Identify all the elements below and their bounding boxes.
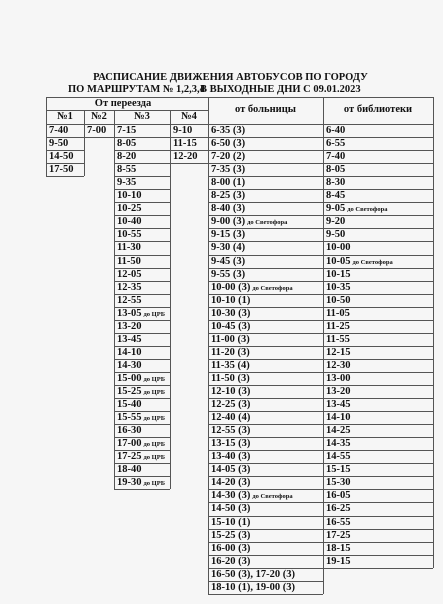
library-time-value: 13-00: [326, 372, 351, 384]
route-3-time: [114, 463, 170, 476]
hospital-time-value: 11-20 (3): [211, 346, 250, 358]
library-time-value: 19-15: [326, 555, 351, 567]
route-3-note: до ЦРБ: [143, 375, 165, 383]
route-3-time-value: 10-25: [117, 203, 142, 215]
library-time: [323, 333, 433, 346]
hospital-time-value: 9-55 (3): [211, 268, 246, 280]
route-3-note: до ЦРБ: [143, 415, 165, 423]
hospital-time-value: 14-05 (3): [211, 464, 251, 476]
grid-line-vertical: [208, 97, 209, 124]
route-4-time: [170, 150, 208, 163]
hospital-time: [208, 176, 323, 189]
route-3-time-value: 8-20: [117, 151, 137, 163]
library-time: [323, 241, 433, 254]
library-time-value: 14-25: [326, 425, 351, 437]
library-time: [323, 489, 433, 502]
grid-line-vertical: [114, 110, 115, 124]
library-time: [323, 476, 433, 489]
library-time-value: 10-05: [326, 255, 351, 267]
header-from-crossing: От переезда: [94, 98, 152, 109]
grid-line-horizontal: [114, 489, 170, 490]
route-3-time: [114, 163, 170, 176]
library-time-value: 10-00: [326, 242, 351, 254]
route-3-time-value: 7-15: [117, 125, 137, 136]
title-line-1: РАСПИСАНИЕ ДВИЖЕНИЯ АВТОБУСОВ ПО ГОРОДУ: [93, 72, 368, 83]
hospital-time: [208, 189, 323, 202]
library-time-value: 6-40: [326, 125, 346, 136]
hospital-time-value: 9-30 (4): [211, 242, 246, 254]
library-time-value: 14-35: [326, 438, 351, 450]
library-time-value: 9-05: [326, 203, 346, 215]
hospital-note: до Светофора: [247, 219, 288, 227]
hospital-time: [208, 202, 323, 215]
grid-line-vertical: [170, 124, 171, 163]
route-3-time: [114, 372, 170, 386]
hospital-time-value: 12-40 (4): [211, 412, 251, 424]
library-time: [323, 189, 433, 202]
route-2-time-value: 7-00: [87, 125, 107, 136]
library-time-value: 9-20: [326, 216, 346, 228]
route-3-time: [114, 137, 170, 150]
route-4-time-value: 11-15: [173, 138, 197, 150]
hospital-time: [208, 463, 323, 476]
route-3-time-value: 10-10: [117, 190, 142, 202]
hospital-time: [208, 398, 323, 411]
library-time: [323, 529, 433, 542]
hospital-time-value: 7-35 (3): [211, 164, 246, 176]
library-time: [323, 124, 433, 137]
hospital-time-value: 10-45 (3): [211, 320, 251, 332]
library-time-value: 6-55: [326, 138, 346, 150]
route-3-time: [114, 215, 170, 228]
library-time-value: 9-50: [326, 229, 346, 241]
hospital-time-value: 12-10 (3): [211, 386, 251, 397]
route-3-time: [114, 333, 170, 346]
grid-line-vertical: [433, 97, 434, 124]
route-4-time: [170, 137, 208, 150]
route-3-time-value: 17-00: [117, 438, 142, 450]
grid-line-horizontal: [84, 137, 114, 138]
route-1-time: [46, 137, 84, 150]
route-3-time: [114, 268, 170, 281]
library-time: [323, 359, 433, 372]
route-3-note: до ЦРБ: [143, 389, 165, 396]
hospital-time: [208, 215, 323, 229]
hospital-time-value: 15-25 (3): [211, 529, 251, 541]
grid-line-vertical: [433, 124, 434, 568]
hospital-time: [208, 502, 323, 515]
route-3-time-value: 18-40: [117, 464, 142, 476]
hospital-time: [208, 228, 323, 241]
library-time: [323, 372, 433, 385]
hospital-time-value: 6-50 (3): [211, 138, 246, 150]
hospital-time-value: 12-25 (3): [211, 399, 251, 411]
route-2-time: [84, 124, 114, 137]
header-route-3: №3: [134, 111, 150, 122]
route-3-time-value: 14-10: [117, 346, 142, 358]
route-3-time: [114, 228, 170, 241]
library-time: [323, 411, 433, 424]
hospital-time-value: 12-55 (3): [211, 425, 251, 437]
route-3-time-value: 14-30: [117, 359, 142, 371]
route-3-time-value: 15-25: [117, 386, 142, 397]
library-time: [323, 150, 433, 163]
grid-line-horizontal: [46, 97, 433, 98]
grid-line-vertical: [46, 97, 47, 124]
route-3-time: [114, 320, 170, 333]
library-time-value: 17-25: [326, 529, 351, 541]
route-3-time-value: 11-30: [117, 242, 141, 254]
hospital-time: [208, 124, 323, 137]
hospital-time: [208, 372, 323, 385]
hospital-time: [208, 489, 323, 503]
route-3-time: [114, 398, 170, 411]
hospital-time: [208, 333, 323, 346]
library-time: [323, 555, 433, 568]
hospital-time: [208, 346, 323, 359]
library-time: [323, 502, 433, 515]
route-3-time: [114, 150, 170, 163]
hospital-time: [208, 281, 323, 295]
route-3-time-value: 9-35: [117, 177, 137, 189]
hospital-time: [208, 516, 323, 529]
route-3-time-value: 15-00: [117, 372, 142, 384]
library-time-value: 10-35: [326, 281, 351, 293]
hospital-time: [208, 241, 323, 254]
library-time-value: 11-25: [326, 320, 350, 332]
hospital-time: [208, 542, 323, 555]
library-time-value: 13-20: [326, 386, 351, 397]
route-3-time: [114, 124, 170, 137]
route-3-time: [114, 346, 170, 359]
route-3-time-value: 15-40: [117, 399, 142, 411]
hospital-time-value: 14-30 (3): [211, 490, 251, 502]
hospital-time: [208, 163, 323, 176]
library-time-value: 11-55: [326, 333, 350, 345]
library-time-value: 8-05: [326, 164, 346, 176]
library-time-value: 14-55: [326, 451, 351, 463]
route-3-time: [114, 437, 170, 451]
route-1-time: [46, 124, 84, 137]
hospital-time: [208, 424, 323, 437]
hospital-time-value: 8-00 (1): [211, 177, 246, 189]
library-time: [323, 398, 433, 411]
hospital-time-value: 15-10 (1): [211, 516, 251, 528]
hospital-time: [208, 437, 323, 450]
hospital-time-value: 11-00 (3): [211, 333, 250, 345]
library-time: [323, 424, 433, 437]
library-time: [323, 137, 433, 150]
route-3-time: [114, 424, 170, 437]
hospital-time-value: 16-20 (3): [211, 555, 251, 567]
library-time: [323, 542, 433, 555]
hospital-time-value: 16-00 (3): [211, 542, 251, 554]
hospital-time: [208, 568, 323, 581]
hospital-time-value: 11-50 (3): [211, 372, 250, 384]
route-3-time: [114, 450, 170, 464]
header-from-library: от библиотеки: [343, 104, 413, 115]
route-1-time: [46, 163, 84, 176]
library-time-value: 15-30: [326, 477, 351, 489]
route-3-time: [114, 241, 170, 254]
hospital-time-value: 6-35 (3): [211, 125, 246, 136]
grid-line-vertical: [208, 124, 209, 594]
hospital-time: [208, 529, 323, 542]
library-time: [323, 163, 433, 176]
hospital-time-value: 16-50 (3), 17-20 (3): [211, 568, 295, 580]
hospital-time: [208, 555, 323, 568]
route-3-time-value: 12-35: [117, 281, 142, 293]
grid-line-vertical: [170, 124, 171, 489]
route-3-time: [114, 176, 170, 189]
library-time: [323, 346, 433, 359]
route-4-time: [170, 124, 208, 137]
hospital-time: [208, 581, 323, 594]
route-3-time-value: 13-45: [117, 333, 142, 345]
hospital-time-value: 11-35 (4): [211, 359, 250, 371]
route-3-time: [114, 411, 170, 425]
route-4-time-value: 12-20: [173, 151, 198, 163]
hospital-time-value: 9-15 (3): [211, 229, 246, 241]
grid-line-vertical: [323, 97, 324, 124]
library-time-value: 18-15: [326, 542, 351, 554]
grid-line-vertical: [84, 124, 85, 137]
route-3-time-value: 10-55: [117, 229, 142, 241]
library-time: [323, 228, 433, 241]
grid-line-horizontal: [208, 594, 323, 595]
library-time-value: 10-50: [326, 294, 351, 306]
route-3-time: [114, 359, 170, 372]
grid-line-vertical: [323, 124, 324, 568]
hospital-time: [208, 150, 323, 163]
route-1-time: [46, 150, 84, 163]
library-time-value: 13-45: [326, 399, 351, 411]
library-time-value: 16-55: [326, 516, 351, 528]
library-time: [323, 255, 433, 269]
header-route-4: №4: [181, 111, 197, 122]
hospital-time: [208, 137, 323, 150]
route-3-note: до ЦРБ: [143, 441, 165, 449]
route-3-time: [114, 189, 170, 202]
route-3-time-value: 16-30: [117, 425, 142, 437]
library-time: [323, 268, 433, 281]
hospital-time: [208, 476, 323, 489]
hospital-time-value: 9-00 (3): [211, 216, 246, 228]
library-time-value: 12-15: [326, 346, 351, 358]
hospital-time-value: 8-25 (3): [211, 190, 246, 202]
grid-line-vertical: [46, 124, 47, 176]
library-time: [323, 385, 433, 398]
library-time-value: 8-30: [326, 177, 346, 189]
library-time: [323, 450, 433, 463]
hospital-time-value: 13-40 (3): [211, 451, 251, 463]
route-3-time-value: 12-55: [117, 294, 142, 306]
hospital-time-value: 10-30 (3): [211, 307, 251, 319]
route-3-time: [114, 294, 170, 307]
hospital-time: [208, 307, 323, 320]
grid-line-horizontal: [46, 124, 433, 125]
hospital-time: [208, 255, 323, 268]
hospital-time: [208, 411, 323, 424]
grid-line-vertical: [84, 110, 85, 124]
library-time-value: 14-10: [326, 412, 351, 424]
library-time: [323, 307, 433, 320]
hospital-note: до Светофора: [252, 493, 293, 501]
header-from-hospital: от больницы: [235, 104, 296, 115]
library-time-value: 10-15: [326, 268, 351, 280]
route-1-time-value: 9-50: [49, 138, 69, 150]
hospital-time: [208, 385, 323, 398]
hospital-time-value: 7-20 (2): [211, 151, 246, 163]
library-time-value: 15-15: [326, 464, 351, 476]
route-3-time-value: 19-30: [117, 477, 142, 489]
route-3-note: до ЦРБ: [143, 310, 165, 318]
library-time: [323, 294, 433, 307]
title-routes: ПО МАРШРУТАМ № 1,2,3,4: [68, 84, 205, 95]
route-3-note: до ЦРБ: [143, 480, 165, 488]
library-time-value: 8-45: [326, 190, 346, 202]
hospital-time-value: 14-20 (3): [211, 477, 251, 489]
hospital-time: [208, 359, 323, 372]
hospital-time-value: 9-45 (3): [211, 255, 246, 267]
hospital-time-value: 10-00 (3): [211, 281, 251, 293]
library-time: [323, 320, 433, 333]
route-3-time: [114, 202, 170, 215]
grid-line-vertical: [114, 124, 115, 489]
hospital-time: [208, 320, 323, 333]
route-3-time-value: 17-25: [117, 451, 142, 463]
hospital-time-value: 8-40 (3): [211, 203, 246, 215]
route-3-time-value: 11-50: [117, 255, 141, 267]
route-1-time-value: 14-50: [49, 151, 74, 163]
library-time-value: 12-30: [326, 359, 351, 371]
hospital-time-value: 14-50 (3): [211, 503, 251, 515]
route-3-time-value: 8-05: [117, 138, 137, 150]
hospital-note: до Светофора: [252, 284, 293, 292]
route-3-time-value: 13-20: [117, 320, 142, 332]
title-dates: В ВЫХОДНЫЕ ДНИ С 09.01.2023: [200, 84, 361, 95]
grid-line-horizontal: [46, 110, 208, 111]
route-1-time-value: 7-40: [49, 125, 69, 136]
route-3-note: до ЦРБ: [143, 454, 165, 462]
route-3-time-value: 15-55: [117, 412, 142, 424]
route-3-time: [114, 255, 170, 268]
library-note: до Светофора: [347, 206, 388, 214]
hospital-time-value: 18-10 (1), 19-00 (3): [211, 581, 295, 593]
grid-line-horizontal: [170, 163, 208, 164]
header-route-2: №2: [91, 111, 107, 122]
library-time-value: 16-25: [326, 503, 351, 515]
header-route-1: №1: [57, 111, 73, 122]
route-3-time: [114, 476, 170, 490]
route-3-time: [114, 385, 170, 399]
route-1-time-value: 17-50: [49, 164, 74, 176]
route-3-time-value: 8-55: [117, 164, 137, 176]
hospital-time: [208, 268, 323, 281]
library-time-value: 16-05: [326, 490, 351, 502]
library-time: [323, 516, 433, 529]
library-time: [323, 176, 433, 189]
grid-line-vertical: [170, 110, 171, 124]
hospital-time: [208, 294, 323, 307]
route-3-time-value: 13-05: [117, 307, 142, 319]
route-4-time-value: 9-10: [173, 125, 193, 136]
library-time-value: 11-05: [326, 307, 350, 319]
route-3-time-value: 10-40: [117, 216, 142, 228]
grid-line-horizontal: [323, 568, 433, 569]
route-3-time-value: 12-05: [117, 268, 142, 280]
library-note: до Светофора: [352, 258, 393, 266]
route-3-time: [114, 281, 170, 294]
route-3-time: [114, 307, 170, 321]
library-time: [323, 281, 433, 294]
library-time: [323, 437, 433, 450]
library-time: [323, 215, 433, 228]
hospital-time-value: 10-10 (1): [211, 294, 251, 306]
hospital-time: [208, 450, 323, 463]
library-time: [323, 463, 433, 476]
library-time: [323, 202, 433, 216]
hospital-time-value: 13-15 (3): [211, 438, 251, 450]
library-time-value: 7-40: [326, 151, 346, 163]
grid-line-horizontal: [46, 176, 84, 177]
